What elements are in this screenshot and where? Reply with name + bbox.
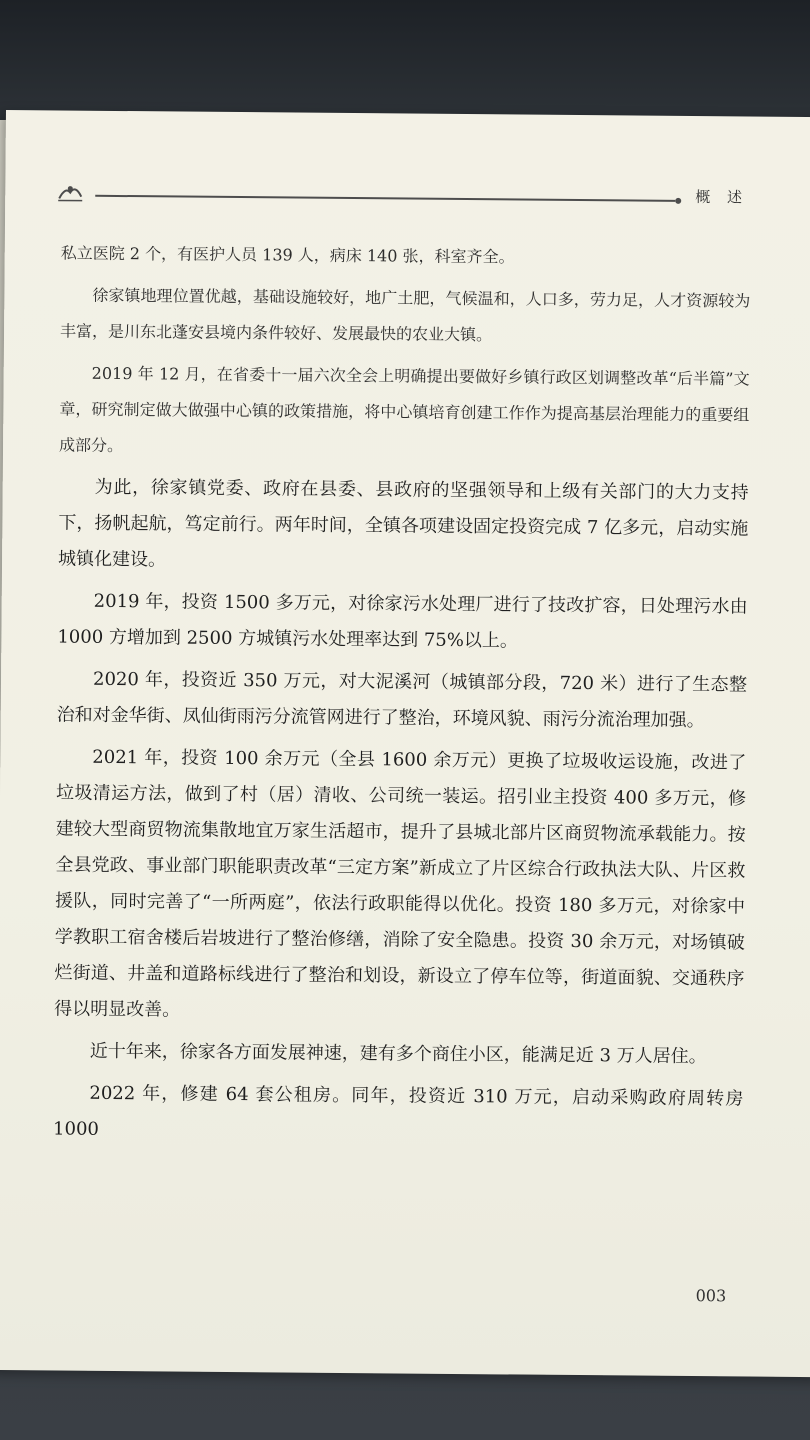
paragraph-1: 私立医院 2 个，有医护人员 139 人，病床 140 张，科室齐全。 [60,243,515,267]
paragraph-4: 为此，徐家镇党委、政府在县委、县政府的坚强领导和上级有关部门的大力支持下，扬帆起航，笃定前行。两年时间，全镇各项建设固定投资完成 7 亿多元，启动实施城镇化建设。 [57,476,749,571]
book-emblem-icon [55,180,85,204]
paragraph-9: 2022 年，修建 64 套公租房。同年，投资近 310 万元，启动采购政府周转房 1000 [53,1082,744,1140]
header-rule-end [675,198,681,204]
paragraph-5: 2019 年，投资 1500 多万元，对徐家污水处理厂进行了技改扩容，日处理污水由 1000 方增加到 2500 方城镇污水处理率达到 75%以上。 [57,590,748,652]
running-header [55,180,795,216]
paragraph-2: 徐家镇地理位置优越，基础设施较好，地广土肥，气候温和，人口多，劳力足，人才资源较为丰富，是川东北蓬安县境内条件较好、发展最快的农业大镇。 [59,285,751,345]
header-rule [95,195,675,202]
section-title: 概 述 [695,188,749,207]
paragraph-6: 2020 年，投资近 350 万元，对大泥溪河（城镇部分段，720 米）进行了生态整治和对金华街、凤仙街雨污分流管网进行了整治，环境风貌、雨污分流治理加强。 [56,668,748,732]
paragraph-3: 2019 年 12 月，在省委十一届六次全会上明确提出要做好乡镇行政区划调整改革“后半篇”文章，研究制定做大做强中心镇的政策措施，将中心镇培育创建工作作为提高基层治理能力的重要组成部分。 [58,363,750,456]
paragraph-7: 2021 年，投资 100 余万元（全县 1600 余万元）更换了垃圾收运设施，改进了垃圾清运方法，做到了村（居）清收、公司统一装运。招引业主投资 400 多万元，修建较大型商贸物流集散地宜万家生活超市，提升了县城北部片区商贸物流承载能力。按全县党政、事业部门职能职责改革“三定方案”新成立了片区综合行政执法大队、片区救援队，同时完善了“一所两庭”，依法行政职能得以优化。投资 180 多万元，对徐家中学教职工宿舍楼后岩坡进行了整治修缮，消除了安全隐患。投资 30 余万元，对场镇破烂街道、井盖和道路标线进行了整治和划设，新设立了停车位等，街道面貌、交通秩序得以明显改善。 [54,746,747,1021]
body-text [53,235,751,1159]
page-number: 003 [695,1286,727,1306]
paragraph-8: 近十年来，徐家各方面发展神速，建有多个商住小区，能满足近 3 万人居住。 [89,1040,707,1068]
book-page [0,110,810,1377]
